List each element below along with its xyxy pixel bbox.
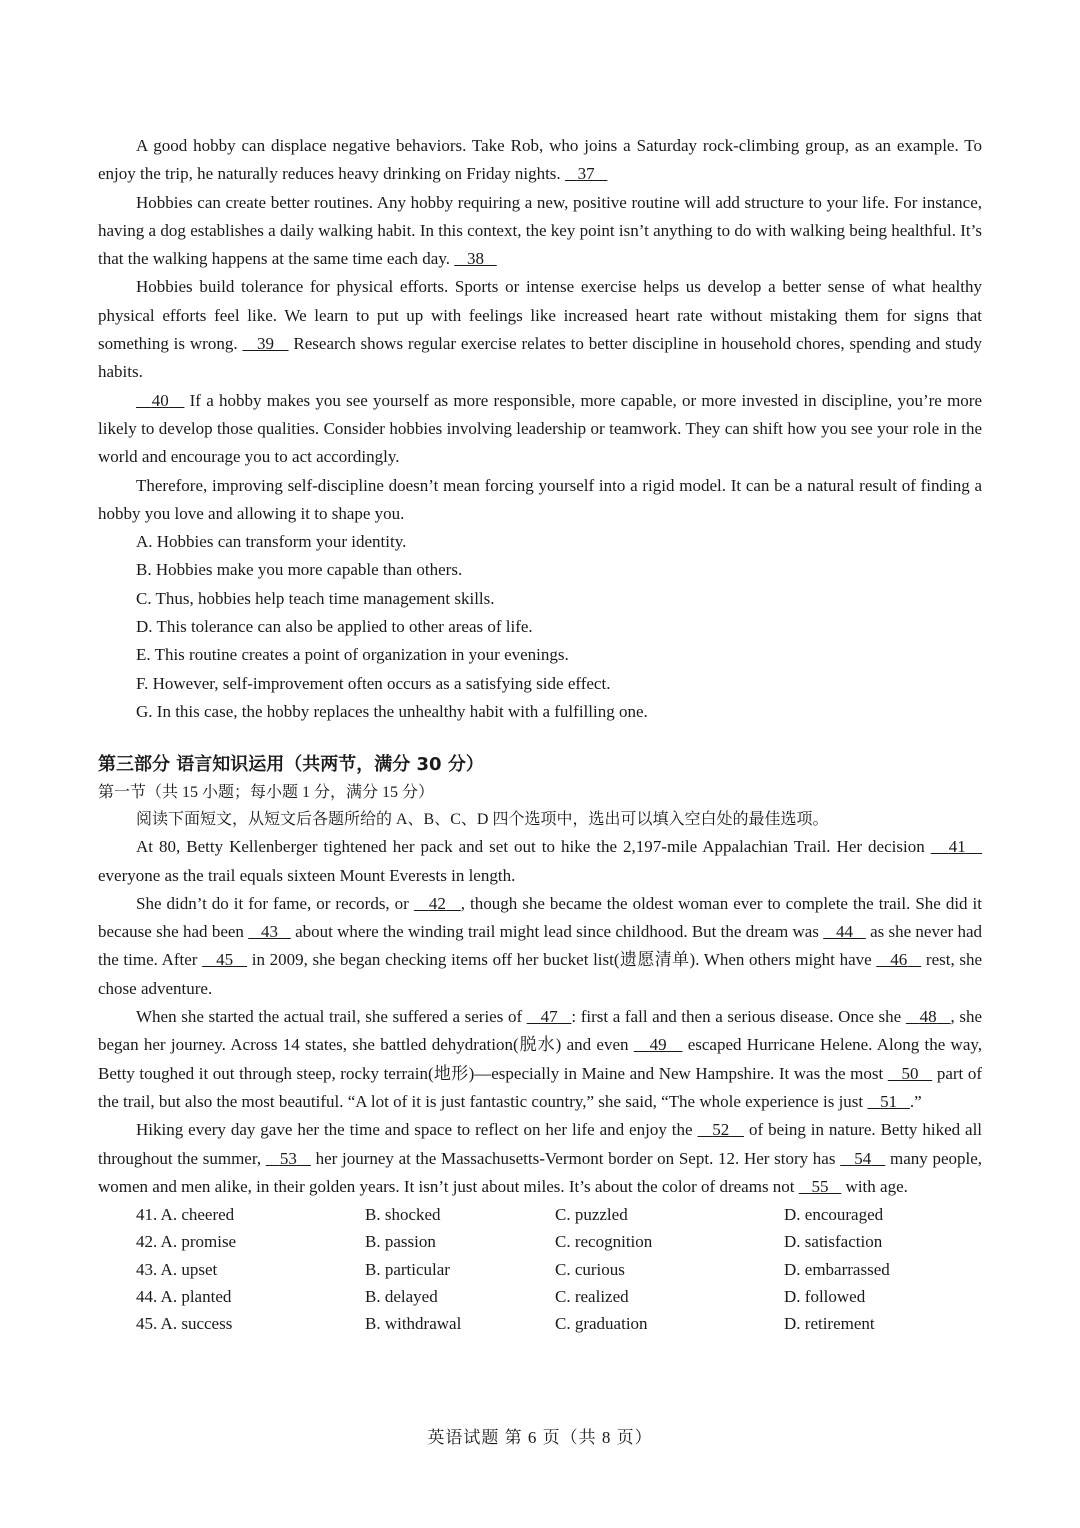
choice[interactable]: 44. A. planted [136, 1286, 232, 1306]
blank-41[interactable]: 41 [948, 837, 966, 857]
blank-51[interactable]: 51 [880, 1091, 898, 1111]
choice[interactable]: 45. A. success [136, 1314, 233, 1334]
choice[interactable]: B. shocked [365, 1205, 441, 1225]
question-43 [136, 1256, 982, 1283]
question-41 [136, 1201, 982, 1228]
blank-55[interactable]: 55 [811, 1176, 829, 1196]
choice[interactable]: D. followed [784, 1286, 866, 1306]
question-options [136, 1201, 982, 1337]
paragraph-38: Hobbies can create better routines. Any hobby requiring a new, positive routine will add structure to your life. For instance, having a dog establishes a daily walking habit. In this context, the key point isn’t anything to do with walking being healthful. It’s that the walking happens at the same time each day. 38 [98, 192, 982, 269]
choice[interactable]: 42. A. promise [136, 1232, 237, 1252]
choice[interactable]: C. recognition [555, 1232, 653, 1252]
choice[interactable]: 41. A. cheered [136, 1205, 235, 1225]
question-44 [136, 1283, 982, 1310]
cloze-paragraph-4: Hiking every day gave her the time and space to reflect on her life and enjoy the 52 of being in nature. Betty hiked all throughout the summer, 53 her journey at the Massachusetts-Vermont border on Sept. 12. Her story has 54 many people, women and men alike, in their golden years. It isn’t just about miles. It’s about the color of dreams not 55 with age. [98, 1120, 983, 1196]
blank-39[interactable]: 39 [256, 334, 274, 354]
blank-54[interactable]: 54 [854, 1148, 872, 1168]
blank-45[interactable]: 45 [216, 950, 234, 970]
option-a: A. Hobbies can transform your identity. [136, 532, 407, 552]
option-b: B. Hobbies make you more capable than others. [136, 560, 463, 580]
blank-52[interactable]: 52 [712, 1120, 730, 1140]
blank-38[interactable]: 38 [467, 249, 484, 269]
blank-47[interactable]: 47 [540, 1007, 558, 1027]
option-c: C. Thus, hobbies help teach time management skills. [136, 588, 495, 608]
blank-40[interactable]: 40 [151, 390, 169, 410]
choice[interactable]: D. satisfaction [784, 1232, 883, 1252]
instruction: 阅读下面短文，从短文后各题所给的 A、B、C、D 四个选项中，选出可以填入空白处的最佳选项。 [136, 811, 829, 829]
choice[interactable]: D. embarrassed [784, 1259, 890, 1279]
choice[interactable]: C. curious [555, 1259, 625, 1279]
choice[interactable]: B. delayed [365, 1286, 438, 1306]
page-footer: 英语试题 第 6 页（共 8 页） [427, 1428, 653, 1447]
blank-43[interactable]: 43 [261, 922, 278, 942]
choice[interactable]: B. passion [365, 1232, 436, 1252]
option-f: F. However, self-improvement often occurs as a satisfying side effect. [136, 673, 611, 693]
paragraph-40: 40 If a hobby makes you see yourself as more responsible, more capable, or more invested in discipline, you’re more likely to develop those qualities. Consider hobbies involving leadership or teamwork. They can shift how you see your role in the world and encourage you to act accordingly. [98, 390, 983, 467]
option-e: E. This routine creates a point of organization in your evenings. [136, 645, 569, 665]
choice[interactable]: D. encouraged [784, 1205, 884, 1225]
choice[interactable]: 43. A. upset [136, 1259, 218, 1279]
blank-49[interactable]: 49 [649, 1035, 667, 1055]
cloze-paragraph-3: When she started the actual trail, she suffered a series of 47 : first a fall and then a serious disease. Once she 48 , she began her journey. Across 14 states, she battled dehydration(脱水) and even 49 escaped Hurricane Helene. Along the way, Betty toughed it out through steep, rocky terrain(地形)—especially in Maine and New Hampshire. It was the most 50 part of the trail, but also the most beautiful. “A lot of it is just fantastic country,” she said, “The whole experience is just 51 .” [98, 1007, 983, 1111]
choice[interactable]: C. realized [555, 1286, 629, 1306]
paragraph-39: Hobbies build tolerance for physical efforts. Sports or intense exercise helps us develop a better sense of what healthy physical efforts feel like. We learn to put up with feelings like increased heart rate without mistaking them for signs that something is wrong. 39 Research shows regular exercise relates to better discipline in household chores, spending and study habits. [98, 277, 982, 382]
blank-53[interactable]: 53 [279, 1148, 297, 1168]
cloze-paragraph-2: She didn’t do it for fame, or records, or 42 , though she became the oldest woman ever to complete the trail. She did it because she had been 43 about where the winding trail might lead since childhood. But the dream was 44 as she never had the time. After 45 in 2009, she began checking items off her bucket list(遗愿清单). When others might have 46 rest, she chose adventure. [98, 893, 983, 998]
option-d: D. This tolerance can also be applied to other areas of life. [136, 617, 533, 637]
choice[interactable]: B. particular [365, 1259, 450, 1279]
blank-44[interactable]: 44 [835, 922, 853, 942]
cloze-paragraph-1: At 80, Betty Kellenberger tightened her pack and set out to hike the 2,197-mile Appalachian Trail. Her decision 41 everyone as the trail equals sixteen Mount Everests in length. [98, 833, 982, 890]
choice[interactable]: B. withdrawal [365, 1314, 462, 1334]
paragraph-37: A good hobby can displace negative behaviors. Take Rob, who joins a Saturday rock-climbing group, as an example. To enjoy the trip, he naturally reduces heavy drinking on Friday nights. 37 [98, 136, 982, 184]
choice[interactable]: C. graduation [555, 1314, 648, 1334]
question-42 [136, 1228, 982, 1255]
blank-37[interactable]: 37 [577, 164, 595, 184]
blank-46[interactable]: 46 [890, 950, 908, 970]
blank-50[interactable]: 50 [901, 1063, 919, 1083]
choice[interactable]: C. puzzled [555, 1205, 628, 1225]
question-45 [136, 1310, 982, 1337]
paragraph-conclusion: Therefore, improving self-discipline doesn’t mean forcing yourself into a rigid model. It can be a natural result of finding a hobby you love and allowing it to shape you. [98, 475, 982, 523]
option-g: G. In this case, the hobby replaces the unhealthy habit with a fulfilling one. [136, 701, 648, 721]
blank-48[interactable]: 48 [919, 1007, 937, 1027]
part3-title: 第三部分 语言知识运用（共两节，满分 30 分） [98, 754, 484, 776]
blank-42[interactable]: 42 [428, 893, 446, 913]
section1-title: 第一节（共 15 小题；每小题 1 分，满分 15 分） [98, 784, 435, 802]
page-content [98, 132, 982, 1338]
choice[interactable]: D. retirement [784, 1314, 875, 1334]
